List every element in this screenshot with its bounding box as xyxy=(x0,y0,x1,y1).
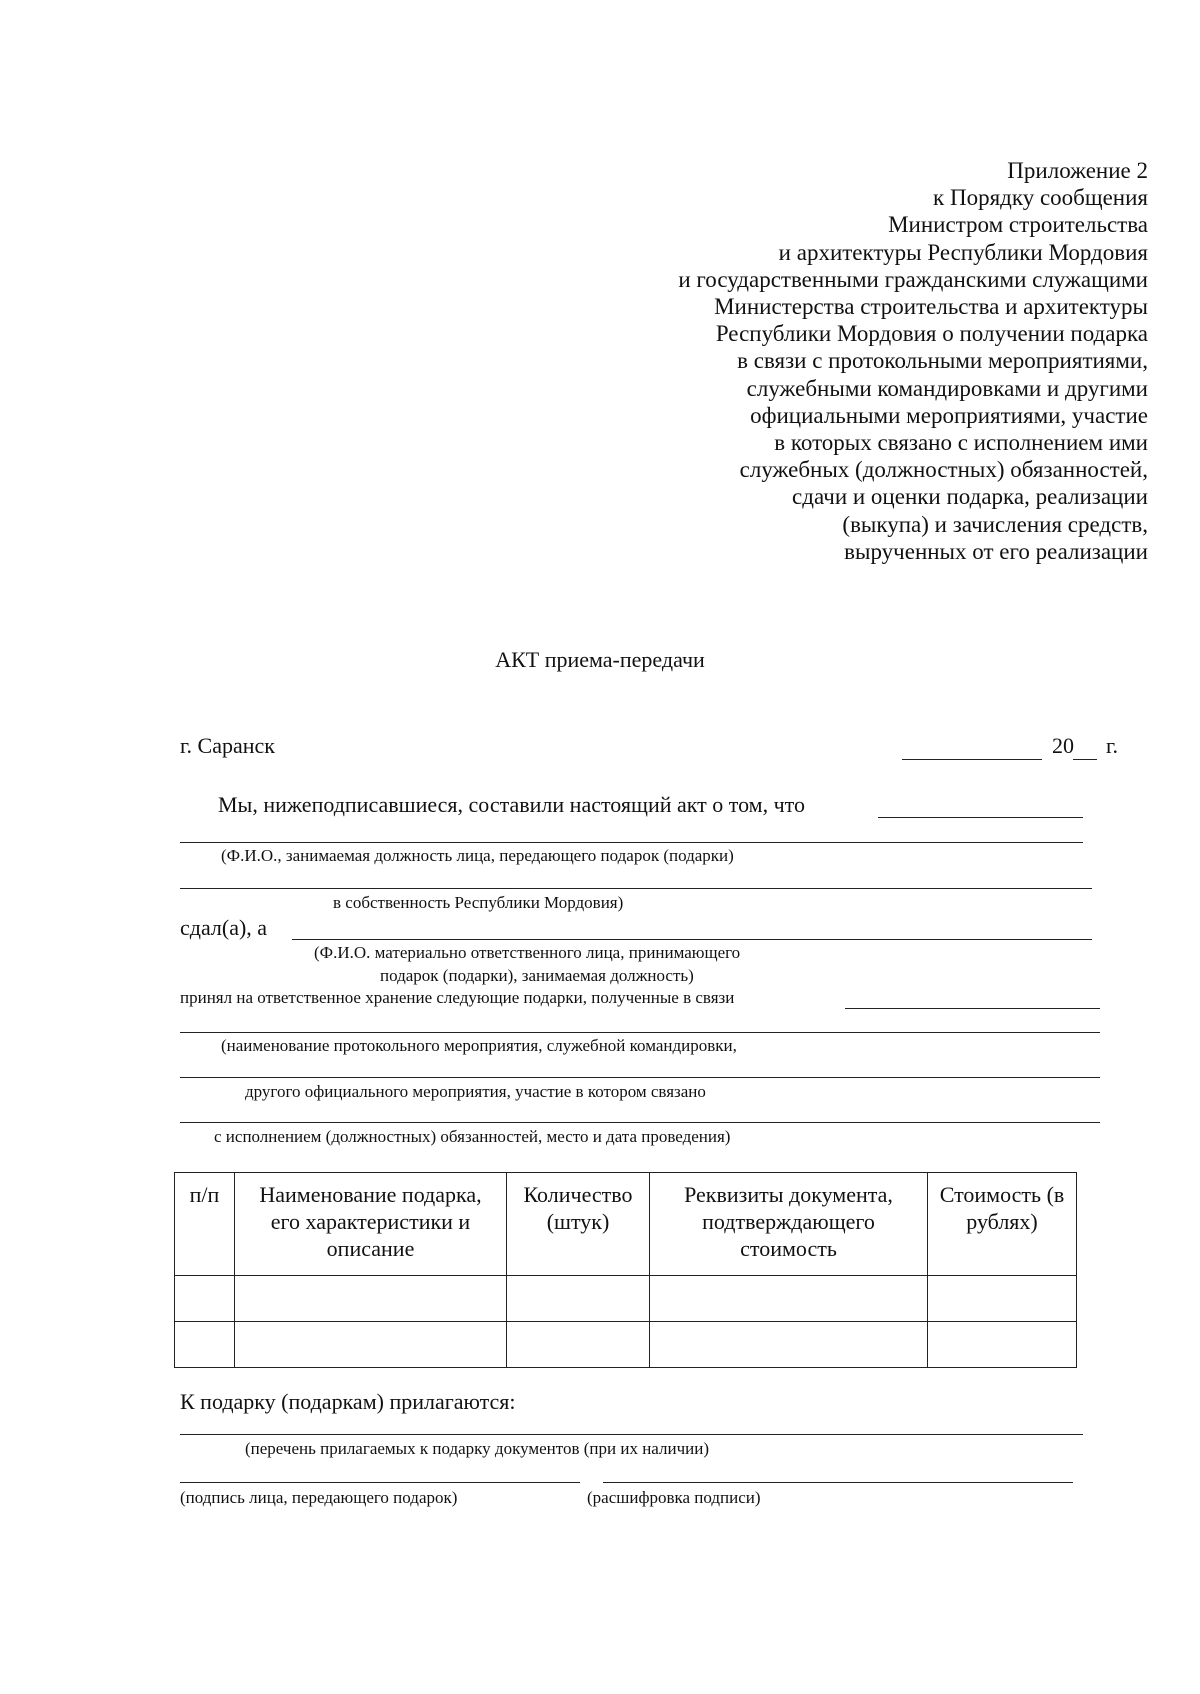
annex-line: Республики Мордовия о получении подарка xyxy=(715,321,1148,347)
header-cost: Стоимость (в рублях) xyxy=(928,1173,1077,1276)
header-gift-name: Наименование подарка, его характеристики и описание xyxy=(235,1173,507,1276)
year-blank-line xyxy=(1073,759,1097,760)
annex-line: и архитектуры Республики Мордовия xyxy=(778,239,1148,265)
hint-signature: (подпись лица, передающего подарок) xyxy=(180,1488,458,1507)
hint-decode: (расшифровка подписи) xyxy=(587,1488,761,1507)
table-row xyxy=(175,1276,1077,1322)
header-document: Реквизиты документа, подтверждающего стоимость xyxy=(650,1173,928,1276)
table-cell xyxy=(175,1322,235,1368)
table-cell xyxy=(928,1322,1077,1368)
accepted-text: принял на ответственное хранение следующие подарки, полученные в связи xyxy=(180,988,735,1007)
attachments-label: К подарку (подаркам) прилагаются: xyxy=(180,1389,516,1414)
annex-line: служебными командировками и другими xyxy=(746,375,1148,401)
handed-label: сдал(а), а xyxy=(180,915,268,940)
hint-event-3: с исполнением (должностных) обязанностей, место и дата проведения) xyxy=(214,1127,731,1146)
hint-giver-1: (Ф.И.О., занимаемая должность лица, передающего подарок (подарки) xyxy=(221,846,734,865)
table-row xyxy=(175,1322,1077,1368)
hint-receiver-1: (Ф.И.О. материально ответственного лица, принимающего xyxy=(314,943,741,962)
annex-line: к Порядку сообщения xyxy=(933,185,1148,211)
gifts-table xyxy=(174,1172,1077,1368)
header-quantity: Количество (штук) xyxy=(507,1173,650,1276)
giver-line xyxy=(180,842,1083,843)
date-blank-line xyxy=(902,759,1042,760)
giver-line-2 xyxy=(180,888,1092,889)
annex-line: сдачи и оценки подарка, реализации xyxy=(792,484,1148,510)
table-cell xyxy=(650,1322,928,1368)
annex-line: в которых связано с исполнением ими xyxy=(774,430,1148,456)
annex-line: Министерства строительства и архитектуры xyxy=(714,294,1148,320)
intro-fill-line xyxy=(878,817,1083,818)
annex-line: Министром строительства xyxy=(888,212,1148,238)
table-cell xyxy=(928,1276,1077,1322)
annex-header xyxy=(678,157,1148,565)
table-header-row xyxy=(175,1173,1077,1276)
year-prefix: 20 xyxy=(1052,733,1074,758)
hint-receiver-2: подарок (подарки), занимаемая должность) xyxy=(380,966,694,985)
annex-line: служебных (должностных) обязанностей, xyxy=(739,457,1148,483)
table-cell xyxy=(507,1276,650,1322)
signature-line xyxy=(180,1482,580,1483)
receiver-line xyxy=(292,939,1092,940)
table-cell xyxy=(175,1276,235,1322)
document-title: АКТ приема-передачи xyxy=(495,647,705,672)
attachments-line xyxy=(180,1434,1083,1435)
event-line-1 xyxy=(180,1032,1100,1033)
hint-event-2: другого официального мероприятия, участие в котором связано xyxy=(245,1082,706,1101)
year-suffix: г. xyxy=(1106,733,1119,758)
header-index: п/п xyxy=(175,1173,235,1276)
annex-line: официальными мероприятиями, участие xyxy=(750,402,1148,428)
annex-line: вырученных от его реализации xyxy=(844,538,1148,564)
annex-line: Приложение 2 xyxy=(1007,158,1148,183)
table-cell xyxy=(235,1322,507,1368)
table-cell xyxy=(235,1276,507,1322)
place-label: г. Саранск xyxy=(180,733,275,758)
hint-giver-2: в собственность Республики Мордовия) xyxy=(333,893,624,912)
accepted-fill-line xyxy=(845,1008,1100,1009)
table-cell xyxy=(507,1322,650,1368)
annex-line: в связи с протокольными мероприятиями, xyxy=(737,348,1148,374)
hint-docs: (перечень прилагаемых к подарку документов (при их наличии) xyxy=(245,1439,709,1458)
event-line-3 xyxy=(180,1122,1100,1123)
table-cell xyxy=(650,1276,928,1322)
event-line-2 xyxy=(180,1077,1100,1078)
annex-line: (выкупа) и зачисления средств, xyxy=(842,511,1148,537)
decode-line xyxy=(603,1482,1073,1483)
intro-text: Мы, нижеподписавшиеся, составили настоящий акт о том, что xyxy=(218,792,805,817)
annex-line: и государственными гражданскими служащими xyxy=(678,266,1148,292)
hint-event-1: (наименование протокольного мероприятия, служебной командировки, xyxy=(221,1036,737,1055)
